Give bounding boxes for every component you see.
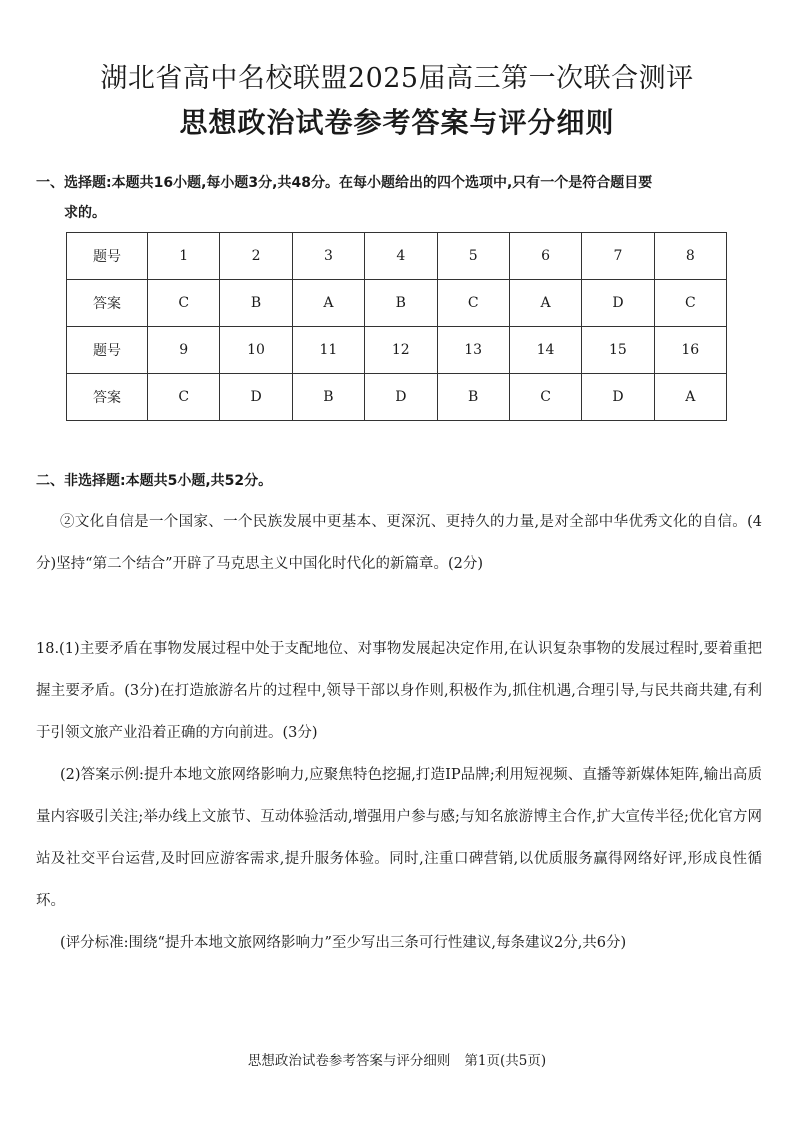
question-number: 2 — [220, 233, 292, 280]
answer-cell: C — [148, 280, 220, 327]
q18-answer — [36, 628, 762, 964]
q17-part2-answer — [36, 501, 762, 585]
answer-cell: A — [509, 280, 581, 327]
answer-cell: D — [365, 374, 437, 421]
question-number: 11 — [292, 327, 364, 374]
answer-cell: A — [654, 374, 726, 421]
exam-title: 湖北省高中名校联盟2025届高三第一次联合测评 — [100, 63, 694, 94]
question-number: 5 — [437, 233, 509, 280]
answer-cell: B — [365, 280, 437, 327]
row-label-answer: 答案 — [67, 374, 148, 421]
page-footer — [0, 1049, 794, 1069]
document-title: 思想政治试卷参考答案与评分细则 — [179, 106, 615, 139]
question-number: 7 — [582, 233, 654, 280]
question-number: 15 — [582, 327, 654, 374]
table-row-numbers-1 — [67, 233, 727, 280]
table-row-numbers-2 — [67, 327, 727, 374]
answer-cell: C — [509, 374, 581, 421]
question-number: 10 — [220, 327, 292, 374]
row-label-answer: 答案 — [67, 280, 148, 327]
question-number: 4 — [365, 233, 437, 280]
question-number: 8 — [654, 233, 726, 280]
q18-scoring-text: (评分标准:围绕“提升本地文旅网络影响力”至少写出三条可行性建议,每条建议2分,共6分) — [60, 935, 627, 951]
table-row-answers-2 — [67, 374, 727, 421]
q18-part2-text: (2)答案示例:提升本地文旅网络影响力,应聚焦特色挖掘,打造IP品牌;利用短视频、直播等新媒体矩阵,输出高质量内容吸引关注;举办线上文旅节、互动体验活动,增强用户参与感;与知名旅游博主合作,扩大宣传半径;优化官方网站及社交平台运营,及时回应游客需求,提升服务体验。同时,注重口碑营销,以优质服务赢得网络好评,形成良性循环。 — [36, 767, 762, 909]
answer-cell: A — [292, 280, 364, 327]
question-number: 12 — [365, 327, 437, 374]
row-label-number: 题号 — [67, 327, 148, 374]
q17-part2-text: ②文化自信是一个国家、一个民族发展中更基本、更深沉、更持久的力量,是对全部中华优秀文化的自信。(4分)坚持“第二个结合”开辟了马克思主义中国化时代化的新篇章。(2分) — [36, 514, 762, 572]
section-2-heading: 二、非选择题:本题共5小题,共52分。 — [36, 473, 273, 489]
answer-cell: D — [582, 374, 654, 421]
answer-cell: B — [220, 280, 292, 327]
row-label-number: 题号 — [67, 233, 148, 280]
question-number: 1 — [148, 233, 220, 280]
section-1-heading — [36, 168, 761, 228]
footer-page-info: 第1页(共5页) — [464, 1053, 547, 1069]
answer-cell: B — [292, 374, 364, 421]
answer-cell: C — [437, 280, 509, 327]
footer-doc-name: 思想政治试卷参考答案与评分细则 — [247, 1053, 451, 1069]
answer-table — [66, 232, 727, 421]
answer-cell: D — [582, 280, 654, 327]
table-row-answers-1 — [67, 280, 727, 327]
answer-cell: B — [437, 374, 509, 421]
answer-cell: C — [148, 374, 220, 421]
question-number: 6 — [509, 233, 581, 280]
section-1-heading-line1: 一、选择题:本题共16小题,每小题3分,共48分。在每小题给出的四个选项中,只有一个是符合题目要 — [36, 175, 653, 191]
q18-part1-text: 18.(1)主要矛盾在事物发展过程中处于支配地位、对事物发展起决定作用,在认识复杂事物的发展过程时,要着重把握主要矛盾。(3分)在打造旅游名片的过程中,领导干部以身作则,积极作为,抓住机遇,合理引导,与民共商共建,有利于引领文旅产业沿着正确的方向前进。(3分) — [36, 641, 762, 741]
question-number: 3 — [292, 233, 364, 280]
question-number: 13 — [437, 327, 509, 374]
question-number: 9 — [148, 327, 220, 374]
answer-cell: C — [654, 280, 726, 327]
question-number: 14 — [509, 327, 581, 374]
section-1-heading-line2: 求的。 — [64, 205, 106, 221]
answer-cell: D — [220, 374, 292, 421]
question-number: 16 — [654, 327, 726, 374]
